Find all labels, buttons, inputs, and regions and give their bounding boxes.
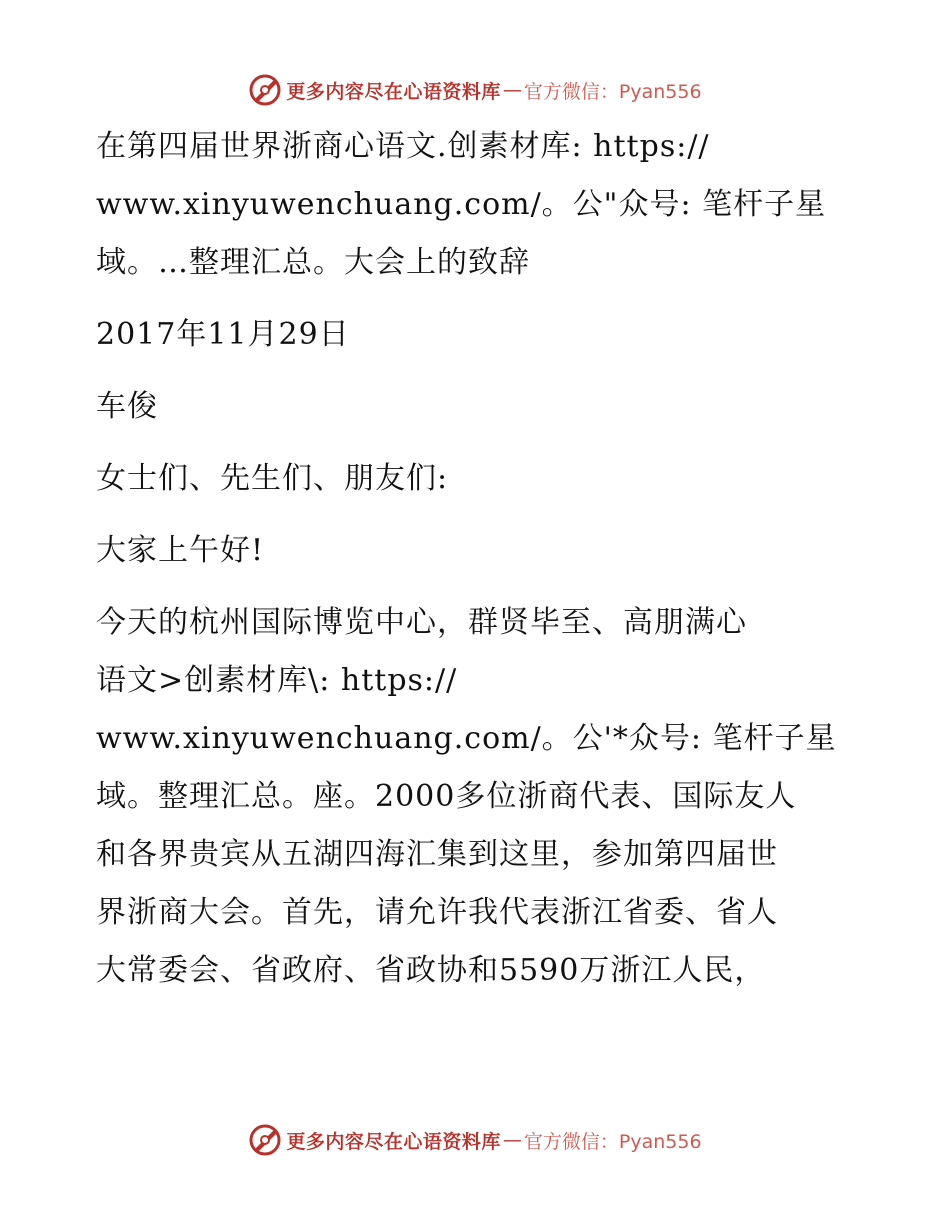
banner-prefix: 更多内容尽在心语资料库 (286, 80, 501, 103)
text-line: www.xinyuwenchuang.com/。公'*众号: 笔杆子星 (96, 721, 837, 756)
text-line: 语文>创素材库\: https:// (96, 663, 458, 698)
paragraph-body (96, 594, 866, 1000)
text-line: 大常委会、省政府、省政协和5590万浙江人民， (96, 953, 766, 988)
text-line: 和各界贵宾从五湖四海汇集到这里，参加第四届世 (96, 837, 778, 872)
banner-dash: — (502, 1129, 522, 1151)
paragraph-author (96, 378, 866, 436)
banner-prefix: 更多内容尽在心语资料库 (286, 1130, 501, 1153)
paragraph-salutation (96, 450, 866, 508)
banner-wechat: 官方微信：Pyan556 (523, 1130, 702, 1153)
header-watermark (0, 70, 950, 110)
paragraph-title (96, 118, 866, 292)
text-line: 界浙商大会。首先，请允许我代表浙江省委、省人 (96, 895, 778, 930)
footer-watermark (0, 1120, 950, 1160)
text-line: 域。…整理汇总。大会上的致辞 (96, 245, 530, 280)
paragraph-greeting (96, 522, 866, 580)
text-line: 今天的杭州国际博览中心，群贤毕至、高朋满心 (96, 605, 747, 640)
brand-logo-icon (248, 73, 282, 107)
text-line: 2017年11月29日 (96, 317, 350, 352)
banner-dash: — (502, 79, 522, 101)
document-body (96, 118, 866, 1014)
text-line: 域。整理汇总。座。2000多位浙商代表、国际友人 (96, 779, 797, 814)
text-line: 女士们、先生们、朋友们: (96, 461, 449, 496)
text-line: 在第四届世界浙商心语文.创素材库: https:// (96, 129, 710, 164)
text-line: 车俊 (96, 389, 158, 424)
text-line: 大家上午好! (96, 533, 265, 568)
banner-wechat: 官方微信：Pyan556 (523, 80, 702, 103)
paragraph-date (96, 306, 866, 364)
brand-logo-icon (248, 1123, 282, 1157)
text-line: www.xinyuwenchuang.com/。公"众号: 笔杆子星 (96, 187, 827, 222)
